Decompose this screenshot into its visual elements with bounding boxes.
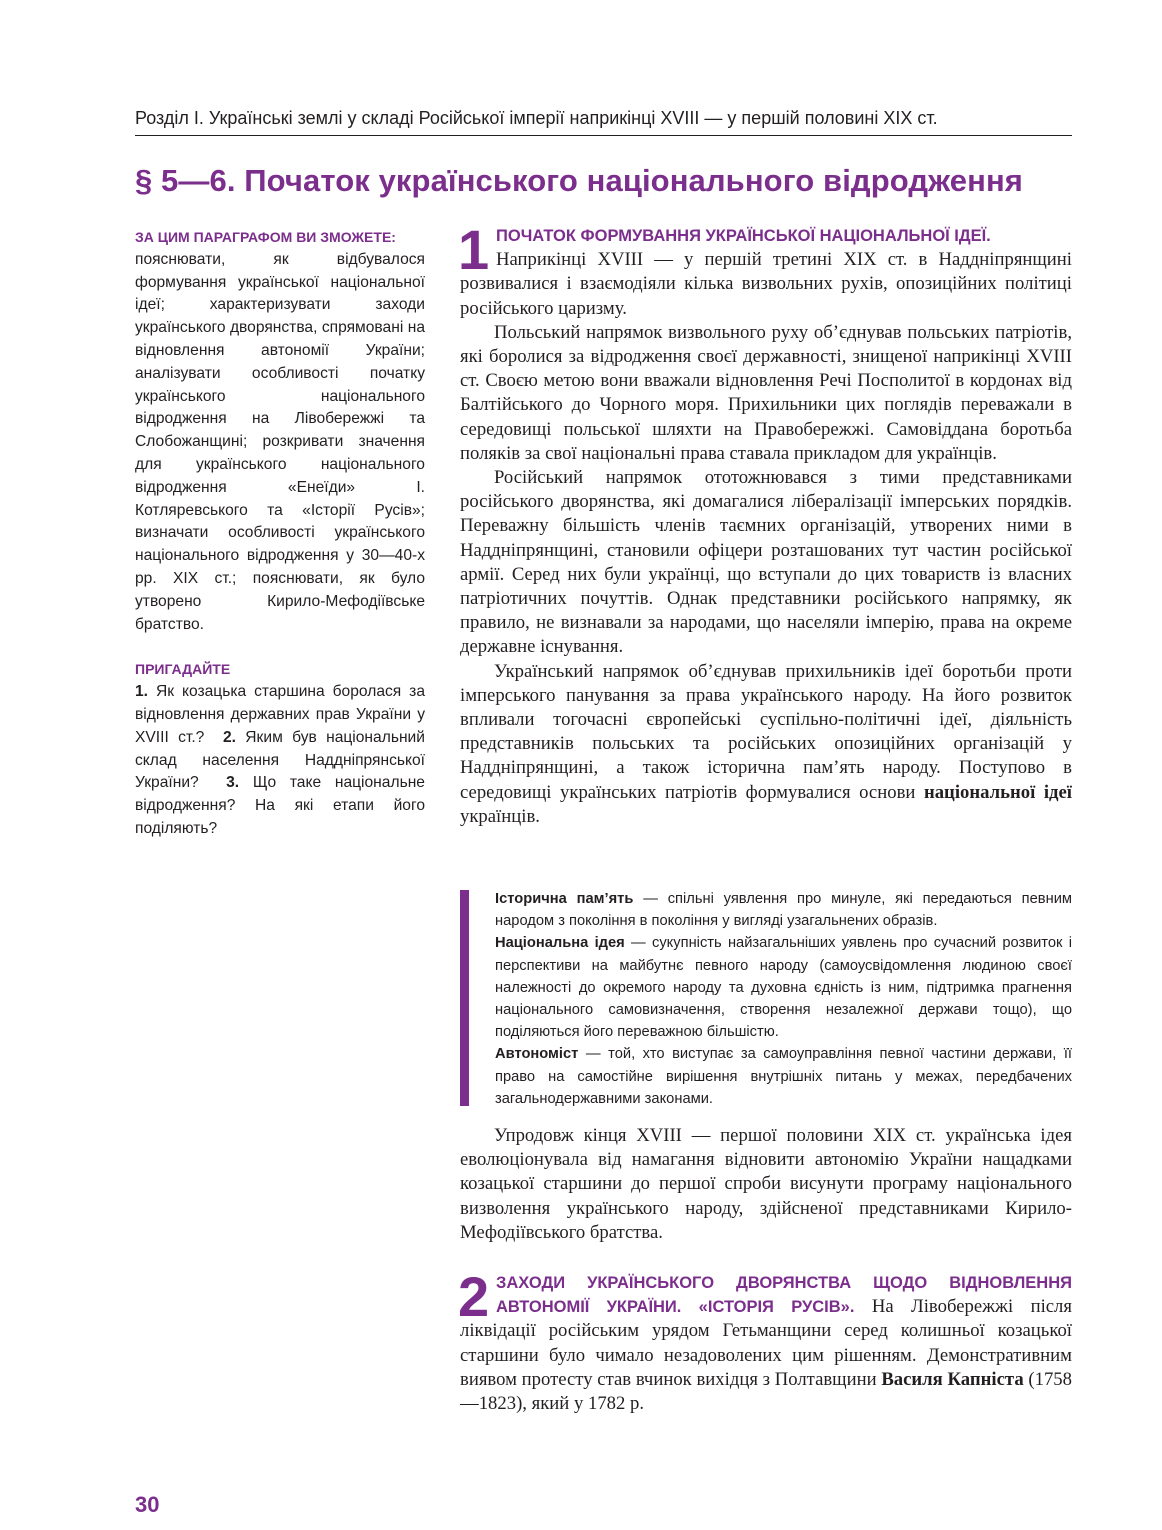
section-1-intro [458, 218, 1072, 321]
section-2-intro: 2 ЗАХОДИ УКРАЇНСЬКОГО ДВОРЯНСТВА ЩОДО ВІДНОВЛЕННЯ АВТОНОМІЇ УКРАЇНИ. «ІСТОРІЯ РУСІВ». На Лівобережжі після ліквідації російським урядом Гетьманщини серед колишньої козацької старшини було чимало незадоволених цим рішенням. Демонстративним виявом протесту став вчинок вихідця з Полтавщини Василя Капніста (1758—1823), який у 1782 р. [458, 1265, 1072, 1415]
page-number: 30 [135, 1492, 160, 1517]
definition-term: Автономіст [495, 1046, 579, 1063]
paragraph: Польський напрямок визвольного руху об’єднував польських патріотів, які боролися за відродження своєї державності, знищеної наприкінці XVIII ст. Своєю метою вони вважали відновлення Речі Посполитої в кордонах від Балтійського до Чорного моря. Прихильники цих поглядів переважали в середовищі польської шляхти на Правобережжі. Самовіддана боротьба поляків за свої національні права ставала прикладом для українців. [460, 321, 1072, 464]
page-title: § 5—6. Початок українського національного відродження [135, 163, 1023, 198]
paragraph: Упродовж кінця XVIII — першої половини XIX ст. українська ідея еволюціонувала від намагання відновити автономію України нащадками козацької старшини до першої спроби висунути програму національного визволення українського народу, здійсненої представниками Кирило-Мефодіївського братства. [460, 1125, 1072, 1243]
question-text: Яким був національний склад населення Наддніпрянської України? [135, 728, 425, 792]
section-heading: ПОЧАТОК ФОРМУВАННЯ УКРАЇНСЬКОЇ НАЦІОНАЛЬНОЇ ІДЕЇ. [496, 227, 991, 245]
section-number: 1 [458, 218, 490, 281]
section-number: 2 [458, 1265, 490, 1329]
definition: Автономіст — той, хто виступає за самоуправління певної частини держави, її право на самостійне вирішення внутрішніх питань у межах, передбачених загальнодержавними законами. [495, 1046, 1072, 1107]
definitions-box [460, 888, 1072, 1110]
main-text [458, 218, 1072, 829]
question-number: 3. [226, 774, 240, 792]
paragraph: Російський напрямок ототожнювався з тими представниками російського дворянства, які домагалися лібералізації імперських порядків. Переважну більшість членів таємних організацій, утворених ними в Наддніпрянщині, становили офіцери розташованих тут частин російської армії. Серед них були українці, що вступали до цих товариств із власних патріотичних почуттів. Однак представники російського напрямку, як правило, не визнавали за народами, що населяли імперію, права на окреме державне існування. [460, 467, 1072, 658]
section-heading: ЗАХОДИ УКРАЇНСЬКОГО ДВОРЯНСТВА ЩОДО ВІДНОВЛЕННЯ АВТОНОМІЇ УКРАЇНИ. «ІСТОРІЯ РУСІВ». [496, 1274, 1072, 1317]
goals-text: пояснювати, як відбувалося формування української національної ідеї; характеризувати заходи українського дворянства, спрямовані на відновлення автономії України; аналізувати особливості початку українського національного відродження на Лівобережжі та Слобожанщині; розкривати значення для українського національного відродження «Енеїди» І. Котляревського та «Історії Русів»; визначати особливості українського національного відродження у 30—40-х рр. XIX ст.; пояснювати, як було утворено Кирило-Мефодіївське братство. [135, 250, 425, 633]
running-head: Розділ І. Українські землі у складі Російської імперії наприкінці XVIII — у першій половині XIX ст. [135, 108, 1072, 136]
goals-heading: ЗА ЦИМ ПАРАГРАФОМ ВИ ЗМОЖЕТЕ: [135, 229, 396, 245]
question-number: 1. [135, 683, 149, 701]
definition: Національна ідея — сукупність найзагальніших уявлень про сучасний розвиток і перспективи на майбутнє певного народу (самоусвідомлення людиною своєї належності до окремого народу та духовна єдність із ним, підтримка прагнення національного самовизначення, створення незалежної держави тощо), що поділяються його переважною більшістю. [495, 935, 1072, 1041]
recall-questions [135, 681, 425, 841]
definition-term: Історична пам’ять [495, 891, 634, 907]
bold-name: Василя Капніста [881, 1368, 1024, 1390]
recall-heading: ПРИГАДАЙТЕ [135, 661, 231, 678]
question-text: Як козацька старшина боролася за відновлення державних прав України у XVIII ст.? [135, 683, 425, 746]
paragraph: Наприкінці XVIII — у першій третині XIX ст. в Наддніпрянщині розвивалися і взаємодіяли кілька визвольних рухів, опозиційних політиці російського царизму. [460, 249, 1072, 319]
sidebar [135, 226, 425, 841]
accent-bar [460, 890, 469, 1106]
main-text-continued [460, 1124, 1072, 1416]
definition-term: Національна ідея [495, 935, 625, 952]
question-text: Що таке національне відродження? На які етапи його поділяють? [135, 774, 425, 837]
definition: Історична пам’ять — спільні уявлення про минуле, які передаються певним народом з покоління в покоління у вигляді узагальнених образів. [495, 891, 1072, 930]
bold-term: національної ідеї [923, 781, 1072, 803]
question-number: 2. [222, 728, 236, 746]
paragraph: Український напрямок об’єднував прихильників ідеї боротьби проти імперського панування за права українського народу. На його розвиток впливали тогочасні європейські суспільно-політичні ідеї, діяльність представників польських та російських опозиційних організацій у Наддніпрянщині, а також історична пам’ять народу. Поступово в середовищі українських патріотів формувалися основи національної ідеї українців. [460, 660, 1072, 827]
